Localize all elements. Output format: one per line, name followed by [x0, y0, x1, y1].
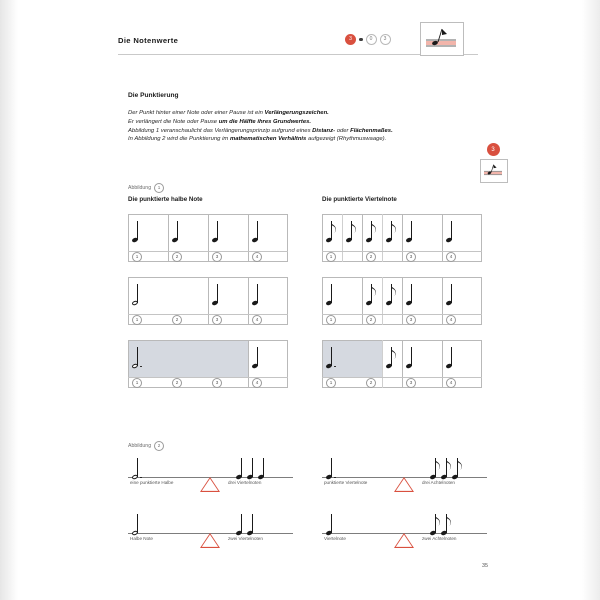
body-text: oder	[336, 127, 351, 134]
note-stem	[252, 458, 253, 477]
section-paragraph	[128, 128, 458, 134]
figure1-left-row-2	[128, 277, 288, 325]
note-stem	[137, 284, 138, 303]
beat-number: 2	[366, 378, 376, 388]
figure1-left-row-3	[128, 340, 288, 388]
note-stem	[331, 347, 332, 366]
note-stem	[411, 284, 412, 303]
emphasis-text: Distanz-	[312, 127, 337, 134]
body-text: Der Punkt hinter einer Note oder einer Pause ist ein	[128, 110, 265, 116]
section-paragraphs	[128, 110, 458, 145]
augmentation-dot	[334, 477, 336, 479]
note-flag	[458, 458, 464, 476]
side-tab-number: 3	[487, 143, 500, 156]
figure1-left-title: Die punktierte halbe Note	[128, 196, 203, 203]
emphasis-text: Flächenmaßes.	[350, 127, 393, 134]
highlight-region	[129, 341, 248, 378]
scale-right-label: drei Achtelnoten	[422, 480, 455, 485]
scale-left-label: Viertelnote	[324, 536, 346, 541]
emphasis-text: mathematischen Verhältnis	[229, 136, 308, 143]
note-flag	[392, 221, 398, 239]
figure1-caption	[128, 183, 164, 193]
scale-right-label: drei Viertelnoten	[228, 480, 262, 485]
body-text: Abbildung 1 veranschaulicht das Verlängerungsprinzip aufgrund eines	[128, 127, 313, 134]
note-flag	[392, 347, 398, 365]
note-flag	[436, 514, 442, 532]
note-stem	[217, 221, 218, 240]
beat-number: 1	[326, 252, 336, 262]
chapter-side-tab	[480, 143, 506, 183]
balance-fulcrum-inner	[396, 479, 412, 491]
note-stem	[177, 221, 178, 240]
beat-number: 1	[326, 315, 336, 325]
beat-number: 4	[446, 378, 456, 388]
page-title: Die Notenwerte	[118, 36, 179, 45]
body-text: In Abbildung 2 wird die Punktierung im	[128, 136, 230, 143]
note-stem	[257, 284, 258, 303]
progress-dot-2: 0	[366, 34, 377, 45]
beat-number-row	[322, 314, 482, 325]
beat-number: 4	[252, 315, 262, 325]
chapter-progress-dots	[345, 34, 391, 45]
note-stem	[263, 458, 264, 477]
page-header	[118, 34, 478, 60]
note-flag	[372, 221, 378, 239]
note-flag	[392, 284, 398, 302]
beat-number: 2	[172, 378, 182, 388]
note-stem	[451, 347, 452, 366]
beat-number-row	[322, 377, 482, 388]
beat-number: 4	[446, 252, 456, 262]
beat-number: 1	[132, 315, 142, 325]
note-stem	[451, 221, 452, 240]
balance-fulcrum-inner	[202, 535, 218, 547]
note-flag	[447, 458, 453, 476]
scale-right-label: zwei Viertelnoten	[228, 536, 263, 541]
note-flag	[372, 284, 378, 302]
note-stem	[241, 458, 242, 477]
note-stem	[137, 514, 138, 533]
rhythm-balance-scale	[128, 508, 293, 550]
note-flag	[352, 221, 358, 239]
beat-number: 1	[132, 378, 142, 388]
scale-right-label: zwei Achtelnoten	[422, 536, 457, 541]
figure1-right-row-2	[322, 277, 482, 325]
figure2-caption-number: 2	[154, 441, 164, 451]
note-stem	[137, 221, 138, 240]
progress-dot-1: 3	[345, 34, 356, 45]
note-stem	[241, 514, 242, 533]
beat-number-row	[128, 314, 288, 325]
progress-bullet	[359, 38, 363, 42]
note-stem	[331, 458, 332, 477]
note-flag	[436, 458, 442, 476]
figure2-caption-label: Abbildung	[128, 443, 152, 449]
scale-left-label: Halbe Note	[130, 536, 153, 541]
section-paragraph	[128, 110, 458, 116]
note-stem	[411, 221, 412, 240]
page-edge-shadow-right	[582, 0, 600, 600]
body-text: aufgezeigt (Rhythmuswaage).	[307, 136, 387, 143]
note-stem	[451, 284, 452, 303]
beat-number-row	[128, 377, 288, 388]
section-paragraph	[128, 119, 458, 125]
section-title: Die Punktierung	[128, 92, 179, 99]
beat-number: 2	[366, 315, 376, 325]
note-flag	[332, 221, 338, 239]
balance-fulcrum-inner	[396, 535, 412, 547]
figure1-caption-label: Abbildung	[128, 185, 152, 191]
augmentation-dot	[140, 477, 142, 479]
figure1-right-row-1	[322, 214, 482, 262]
figure1-right-title: Die punktierte Viertelnote	[322, 196, 397, 203]
progress-dot-3: 3	[380, 34, 391, 45]
page-number: 35	[482, 563, 488, 569]
note-stem	[137, 458, 138, 477]
rhythm-balance-scale	[322, 508, 487, 550]
beat-number: 3	[406, 378, 416, 388]
page-edge-shadow-left	[0, 0, 18, 600]
beat-number-row	[322, 251, 482, 262]
note-balance-icon	[480, 159, 508, 183]
note-stem	[137, 347, 138, 366]
figure1-caption-number: 1	[154, 183, 164, 193]
rhythm-balance-scale	[322, 452, 487, 494]
beat-number: 1	[132, 252, 142, 262]
beat-number: 3	[406, 315, 416, 325]
figure1-right-row-3	[322, 340, 482, 388]
beat-number: 3	[212, 315, 222, 325]
note-stem	[331, 284, 332, 303]
rhythm-balance-scale	[128, 452, 293, 494]
beat-number: 4	[446, 315, 456, 325]
note-stem	[411, 347, 412, 366]
figure2-caption	[128, 441, 164, 451]
note-flag	[447, 514, 453, 532]
beat-number: 2	[366, 252, 376, 262]
beat-number-row	[128, 251, 288, 262]
beat-number: 3	[212, 252, 222, 262]
note-stem	[252, 514, 253, 533]
section-paragraph	[128, 136, 458, 142]
beat-number: 4	[252, 378, 262, 388]
beat-number: 3	[212, 378, 222, 388]
figure1-left-row-1	[128, 214, 288, 262]
note-stem	[257, 221, 258, 240]
note-balance-icon	[420, 22, 464, 56]
scale-left-label: punktierte Viertelnote	[324, 480, 368, 485]
emphasis-text: um die Hälfte ihres Grundwertes.	[218, 118, 312, 125]
beat-number: 1	[326, 378, 336, 388]
emphasis-text: Verlängerungszeichen.	[264, 110, 329, 116]
scale-left-label: eine punktierte Halbe	[130, 480, 174, 485]
beat-number: 2	[172, 252, 182, 262]
note-stem	[331, 514, 332, 533]
body-text: Er verlängert die Note oder Pause	[128, 118, 219, 125]
balance-fulcrum-inner	[202, 479, 218, 491]
beat-number: 2	[172, 315, 182, 325]
beat-number: 4	[252, 252, 262, 262]
note-stem	[217, 284, 218, 303]
beat-number: 3	[406, 252, 416, 262]
note-stem	[257, 347, 258, 366]
